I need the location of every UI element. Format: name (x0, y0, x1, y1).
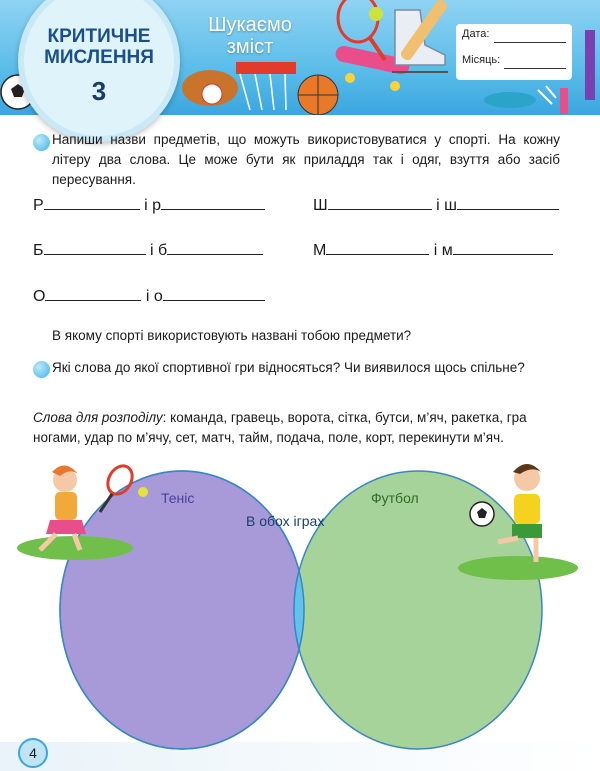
date-label: Дата: (462, 28, 490, 40)
section-badge (18, 0, 180, 142)
venn-right-label: Футбол (371, 490, 419, 506)
fill-row-sh: Ш і ш (313, 195, 559, 215)
date-box (456, 24, 572, 80)
answer-field[interactable] (326, 240, 429, 255)
answer-field[interactable] (167, 240, 263, 255)
swim-goggles-icon (484, 92, 536, 108)
tennis-ball-icon (369, 7, 383, 21)
answer-field[interactable] (328, 195, 432, 210)
answer-field[interactable] (44, 240, 146, 255)
word-list-label: Слова для розподілу (33, 410, 163, 425)
task-instruction: Напиши назви предметів, що можуть використовуватися у спорті. На кожну літеру два слова. Це може бути як приладдя так і одяг, взуття або засіб пересування. (52, 132, 560, 187)
word-list-items: : команда, гравець, ворота, сітка, бутси, м’яч, ракетка, гра ногами, удар по м’ячу, сет, матч, тайм, подача, поле, корт, перекинути м’яч. (33, 410, 527, 445)
page-number: 4 (18, 738, 48, 768)
month-label: Місяць: (462, 54, 501, 66)
venn-left-label: Теніс (161, 490, 195, 506)
answer-field[interactable] (45, 286, 141, 301)
date-field[interactable] (494, 42, 566, 43)
section-title: КРИТИЧНЕ МИСЛЕННЯ (44, 26, 154, 68)
jump-rope-icon (585, 30, 595, 100)
venn-right-circle (294, 471, 542, 749)
fill-row-o: О і о (33, 286, 265, 306)
football-player-illustration (458, 464, 578, 580)
answer-field[interactable] (163, 286, 265, 301)
page-title: Шукаємо зміст (208, 14, 292, 58)
task-instruction-2: Які слова до якої спортивної гри відносяться? Чи виявилося щось спільне? (52, 360, 525, 375)
task-bullet-icon (33, 134, 50, 151)
dumbbell-icon (560, 88, 568, 114)
basketball-hoop-icon (236, 62, 296, 74)
answer-field[interactable] (457, 195, 559, 210)
month-field[interactable] (504, 68, 566, 69)
section-number: 3 (91, 76, 107, 106)
task-bullet-icon (33, 361, 50, 378)
word-list (33, 408, 558, 448)
fill-row-b: Б і б (33, 240, 263, 260)
shuttlecock-icon (538, 86, 556, 104)
baseball-icon (202, 84, 222, 104)
sport-question: В якому спорті використовують названі тобою предмети? (52, 328, 412, 343)
venn-diagram (0, 450, 600, 750)
answer-field[interactable] (161, 195, 265, 210)
tennis-racket-icon (338, 0, 378, 42)
fill-row-r: Р і р (33, 195, 265, 215)
answer-field[interactable] (44, 195, 140, 210)
venn-center-label: В обох іграх (246, 513, 325, 529)
fill-row-m: М і м (313, 240, 553, 260)
answer-field[interactable] (453, 240, 553, 255)
